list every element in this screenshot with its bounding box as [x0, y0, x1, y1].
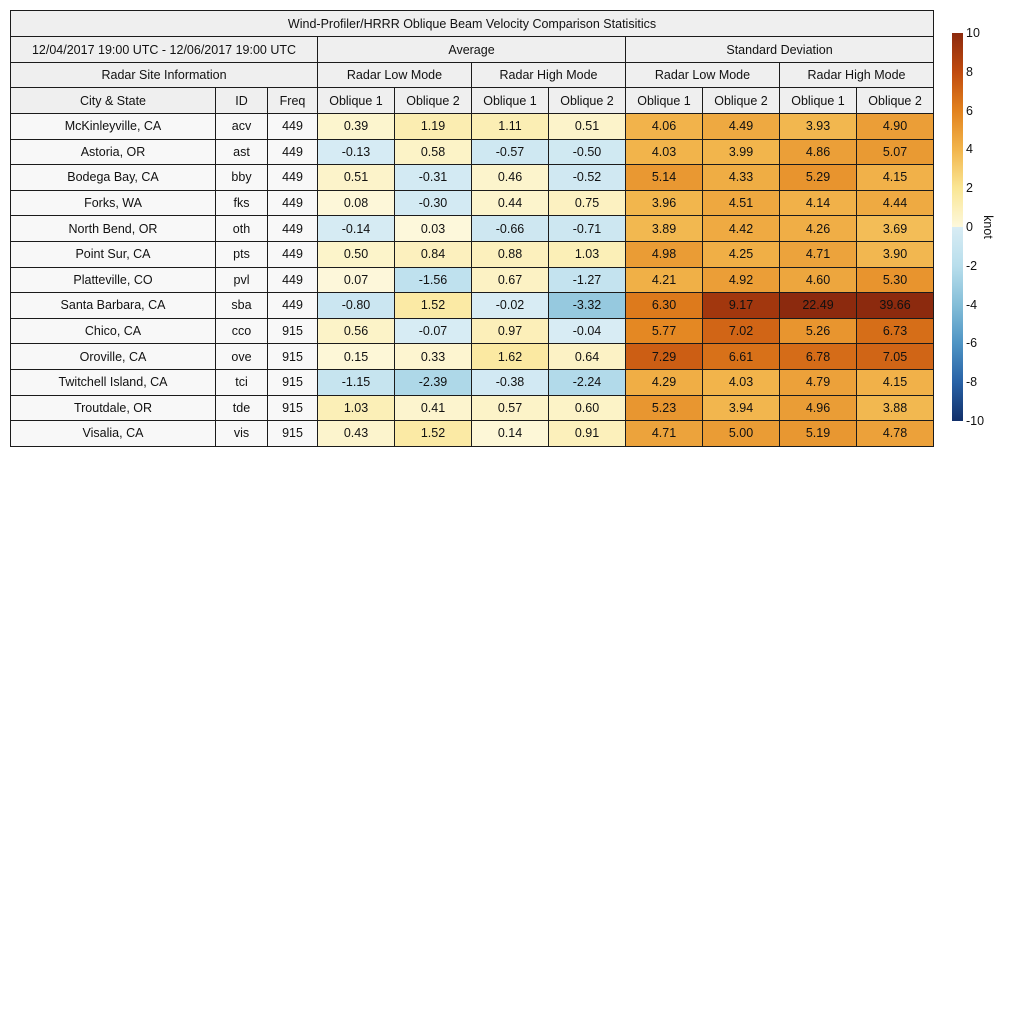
- freq-cell: 449: [268, 114, 318, 140]
- colorbar-tick-label: 0: [966, 220, 973, 234]
- colorbar-tick-label: -2: [966, 258, 978, 273]
- column-header-row: [11, 88, 934, 114]
- std-value-cell: 3.69: [857, 216, 934, 242]
- std-value-cell: 5.26: [780, 318, 857, 344]
- col-avg-high-oblique2: Oblique 2: [549, 88, 626, 114]
- average-value-cell: -0.71: [549, 216, 626, 242]
- std-value-cell: 4.60: [780, 267, 857, 293]
- freq-cell: 449: [268, 190, 318, 216]
- average-value-cell: 0.46: [472, 165, 549, 191]
- average-value-cell: 0.03: [395, 216, 472, 242]
- average-value-cell: -1.15: [318, 369, 395, 395]
- col-city-state: City & State: [11, 88, 216, 114]
- std-value-cell: 5.29: [780, 165, 857, 191]
- col-avg-low-oblique2: Oblique 2: [395, 88, 472, 114]
- city-state-cell: Astoria, OR: [11, 139, 216, 165]
- std-value-cell: 4.29: [626, 369, 703, 395]
- std-value-cell: 5.07: [857, 139, 934, 165]
- average-value-cell: 1.11: [472, 114, 549, 140]
- std-value-cell: 6.61: [703, 344, 780, 370]
- std-value-cell: 4.14: [780, 190, 857, 216]
- average-value-cell: 0.08: [318, 190, 395, 216]
- table-row: [11, 241, 934, 267]
- city-state-cell: Forks, WA: [11, 190, 216, 216]
- std-value-cell: 5.30: [857, 267, 934, 293]
- mode-header-row: [11, 63, 934, 88]
- std-value-cell: 9.17: [703, 293, 780, 319]
- average-value-cell: -0.13: [318, 139, 395, 165]
- city-state-cell: Santa Barbara, CA: [11, 293, 216, 319]
- std-value-cell: 4.03: [703, 369, 780, 395]
- average-value-cell: 0.51: [318, 165, 395, 191]
- freq-cell: 449: [268, 139, 318, 165]
- freq-cell: 915: [268, 421, 318, 447]
- city-state-cell: Troutdale, OR: [11, 395, 216, 421]
- table-row: [11, 421, 934, 447]
- average-value-cell: -0.57: [472, 139, 549, 165]
- col-std-high-oblique1: Oblique 1: [780, 88, 857, 114]
- city-state-cell: Twitchell Island, CA: [11, 369, 216, 395]
- std-value-cell: 4.71: [626, 421, 703, 447]
- colorbar-tick-label: -10: [966, 414, 985, 428]
- freq-cell: 449: [268, 165, 318, 191]
- average-value-cell: -0.66: [472, 216, 549, 242]
- table-row: [11, 190, 934, 216]
- std-value-cell: 5.77: [626, 318, 703, 344]
- average-value-cell: 0.91: [549, 421, 626, 447]
- colorbar-tick-label: -4: [966, 297, 978, 312]
- freq-cell: 449: [268, 293, 318, 319]
- group-std-label: Standard Deviation: [626, 37, 934, 63]
- col-id: ID: [216, 88, 268, 114]
- average-value-cell: -0.04: [549, 318, 626, 344]
- average-value-cell: 0.56: [318, 318, 395, 344]
- site-id-cell: tci: [216, 369, 268, 395]
- stats-table: [10, 10, 934, 447]
- avg-low-mode-label: Radar Low Mode: [318, 63, 472, 88]
- site-id-cell: acv: [216, 114, 268, 140]
- freq-cell: 915: [268, 344, 318, 370]
- std-value-cell: 5.23: [626, 395, 703, 421]
- std-value-cell: 7.05: [857, 344, 934, 370]
- average-value-cell: 1.19: [395, 114, 472, 140]
- std-value-cell: 6.30: [626, 293, 703, 319]
- average-value-cell: 0.44: [472, 190, 549, 216]
- table-row: [11, 139, 934, 165]
- std-low-mode-label: Radar Low Mode: [626, 63, 780, 88]
- table-row: [11, 267, 934, 293]
- average-value-cell: 0.43: [318, 421, 395, 447]
- colorbar-tick-label: -6: [966, 336, 978, 351]
- std-value-cell: 3.94: [703, 395, 780, 421]
- city-state-cell: McKinleyville, CA: [11, 114, 216, 140]
- std-value-cell: 4.79: [780, 369, 857, 395]
- site-id-cell: vis: [216, 421, 268, 447]
- city-state-cell: Platteville, CO: [11, 267, 216, 293]
- average-value-cell: 0.50: [318, 241, 395, 267]
- city-state-cell: Oroville, CA: [11, 344, 216, 370]
- table-row: [11, 216, 934, 242]
- std-value-cell: 4.33: [703, 165, 780, 191]
- std-value-cell: 4.78: [857, 421, 934, 447]
- std-value-cell: 6.78: [780, 344, 857, 370]
- average-value-cell: 0.41: [395, 395, 472, 421]
- std-value-cell: 22.49: [780, 293, 857, 319]
- std-value-cell: 3.90: [857, 241, 934, 267]
- average-value-cell: 1.52: [395, 293, 472, 319]
- std-value-cell: 5.00: [703, 421, 780, 447]
- avg-high-mode-label: Radar High Mode: [472, 63, 626, 88]
- std-value-cell: 4.25: [703, 241, 780, 267]
- colorbar-tick-label: 4: [966, 142, 973, 157]
- average-value-cell: -0.50: [549, 139, 626, 165]
- site-id-cell: oth: [216, 216, 268, 242]
- average-value-cell: -0.80: [318, 293, 395, 319]
- freq-cell: 449: [268, 216, 318, 242]
- std-value-cell: 4.26: [780, 216, 857, 242]
- average-value-cell: 0.14: [472, 421, 549, 447]
- table-header: [11, 11, 934, 114]
- table-row: [11, 369, 934, 395]
- table-row: [11, 318, 934, 344]
- table-row: [11, 293, 934, 319]
- freq-cell: 915: [268, 318, 318, 344]
- site-id-cell: pvl: [216, 267, 268, 293]
- city-state-cell: Visalia, CA: [11, 421, 216, 447]
- site-id-cell: fks: [216, 190, 268, 216]
- colorbar-gradient: [952, 33, 963, 421]
- average-value-cell: -3.32: [549, 293, 626, 319]
- average-value-cell: -0.31: [395, 165, 472, 191]
- average-value-cell: -1.56: [395, 267, 472, 293]
- std-value-cell: 4.96: [780, 395, 857, 421]
- colorbar-tick-label: 2: [966, 181, 973, 196]
- freq-cell: 449: [268, 241, 318, 267]
- std-value-cell: 4.44: [857, 190, 934, 216]
- average-value-cell: -1.27: [549, 267, 626, 293]
- std-value-cell: 4.71: [780, 241, 857, 267]
- std-value-cell: 4.21: [626, 267, 703, 293]
- average-value-cell: 0.75: [549, 190, 626, 216]
- std-value-cell: 7.02: [703, 318, 780, 344]
- average-value-cell: -0.38: [472, 369, 549, 395]
- std-value-cell: 4.90: [857, 114, 934, 140]
- site-id-cell: ove: [216, 344, 268, 370]
- average-value-cell: 0.58: [395, 139, 472, 165]
- average-value-cell: 1.62: [472, 344, 549, 370]
- std-value-cell: 4.15: [857, 369, 934, 395]
- std-value-cell: 4.98: [626, 241, 703, 267]
- std-value-cell: 4.92: [703, 267, 780, 293]
- col-avg-low-oblique1: Oblique 1: [318, 88, 395, 114]
- std-value-cell: 3.89: [626, 216, 703, 242]
- site-id-cell: bby: [216, 165, 268, 191]
- average-value-cell: 0.64: [549, 344, 626, 370]
- site-id-cell: tde: [216, 395, 268, 421]
- date-range-label: 12/04/2017 19:00 UTC - 12/06/2017 19:00 UTC: [11, 37, 318, 63]
- colorbar-tick-label: 10: [966, 26, 980, 40]
- std-value-cell: 3.96: [626, 190, 703, 216]
- std-value-cell: 3.93: [780, 114, 857, 140]
- std-value-cell: 3.88: [857, 395, 934, 421]
- table-body: [11, 114, 934, 447]
- col-freq: Freq: [268, 88, 318, 114]
- site-info-label: Radar Site Information: [11, 63, 318, 88]
- col-std-low-oblique2: Oblique 2: [703, 88, 780, 114]
- table-row: [11, 165, 934, 191]
- city-state-cell: Point Sur, CA: [11, 241, 216, 267]
- std-value-cell: 7.29: [626, 344, 703, 370]
- site-id-cell: sba: [216, 293, 268, 319]
- col-std-low-oblique1: Oblique 1: [626, 88, 703, 114]
- average-value-cell: -0.07: [395, 318, 472, 344]
- average-value-cell: 0.33: [395, 344, 472, 370]
- freq-cell: 915: [268, 395, 318, 421]
- average-value-cell: 1.03: [549, 241, 626, 267]
- table-title: Wind-Profiler/HRRR Oblique Beam Velocity Comparison Statisitics: [11, 11, 934, 37]
- average-value-cell: 0.88: [472, 241, 549, 267]
- site-id-cell: pts: [216, 241, 268, 267]
- city-state-cell: North Bend, OR: [11, 216, 216, 242]
- average-value-cell: 0.57: [472, 395, 549, 421]
- average-value-cell: 0.51: [549, 114, 626, 140]
- std-value-cell: 5.19: [780, 421, 857, 447]
- city-state-cell: Bodega Bay, CA: [11, 165, 216, 191]
- std-value-cell: 4.42: [703, 216, 780, 242]
- average-value-cell: -2.39: [395, 369, 472, 395]
- std-value-cell: 4.51: [703, 190, 780, 216]
- std-value-cell: 3.99: [703, 139, 780, 165]
- site-id-cell: ast: [216, 139, 268, 165]
- std-value-cell: 4.86: [780, 139, 857, 165]
- average-value-cell: -0.02: [472, 293, 549, 319]
- average-value-cell: 0.97: [472, 318, 549, 344]
- site-id-cell: cco: [216, 318, 268, 344]
- average-value-cell: 0.39: [318, 114, 395, 140]
- group-average-label: Average: [318, 37, 626, 63]
- colorbar-tick-label: 8: [966, 64, 973, 79]
- std-value-cell: 4.15: [857, 165, 934, 191]
- average-value-cell: 0.15: [318, 344, 395, 370]
- std-value-cell: 4.06: [626, 114, 703, 140]
- average-value-cell: 0.84: [395, 241, 472, 267]
- average-value-cell: 1.03: [318, 395, 395, 421]
- freq-cell: 449: [268, 267, 318, 293]
- group-header-row: [11, 37, 934, 63]
- average-value-cell: 0.67: [472, 267, 549, 293]
- average-value-cell: -0.14: [318, 216, 395, 242]
- std-high-mode-label: Radar High Mode: [780, 63, 934, 88]
- std-value-cell: 39.66: [857, 293, 934, 319]
- average-value-cell: 1.52: [395, 421, 472, 447]
- average-value-cell: -0.30: [395, 190, 472, 216]
- std-value-cell: 5.14: [626, 165, 703, 191]
- city-state-cell: Chico, CA: [11, 318, 216, 344]
- average-value-cell: -0.52: [549, 165, 626, 191]
- colorbar-tick-label: 6: [966, 103, 973, 118]
- col-avg-high-oblique1: Oblique 1: [472, 88, 549, 114]
- freq-cell: 915: [268, 369, 318, 395]
- colorbar-tick-label: -8: [966, 375, 978, 390]
- title-row: [11, 11, 934, 37]
- average-value-cell: 0.07: [318, 267, 395, 293]
- table-row: [11, 114, 934, 140]
- std-value-cell: 4.49: [703, 114, 780, 140]
- average-value-cell: -2.24: [549, 369, 626, 395]
- average-value-cell: 0.60: [549, 395, 626, 421]
- table-row: [11, 344, 934, 370]
- col-std-high-oblique2: Oblique 2: [857, 88, 934, 114]
- std-value-cell: 4.03: [626, 139, 703, 165]
- table-row: [11, 395, 934, 421]
- std-value-cell: 6.73: [857, 318, 934, 344]
- colorbar-unit-label: knot: [981, 215, 995, 239]
